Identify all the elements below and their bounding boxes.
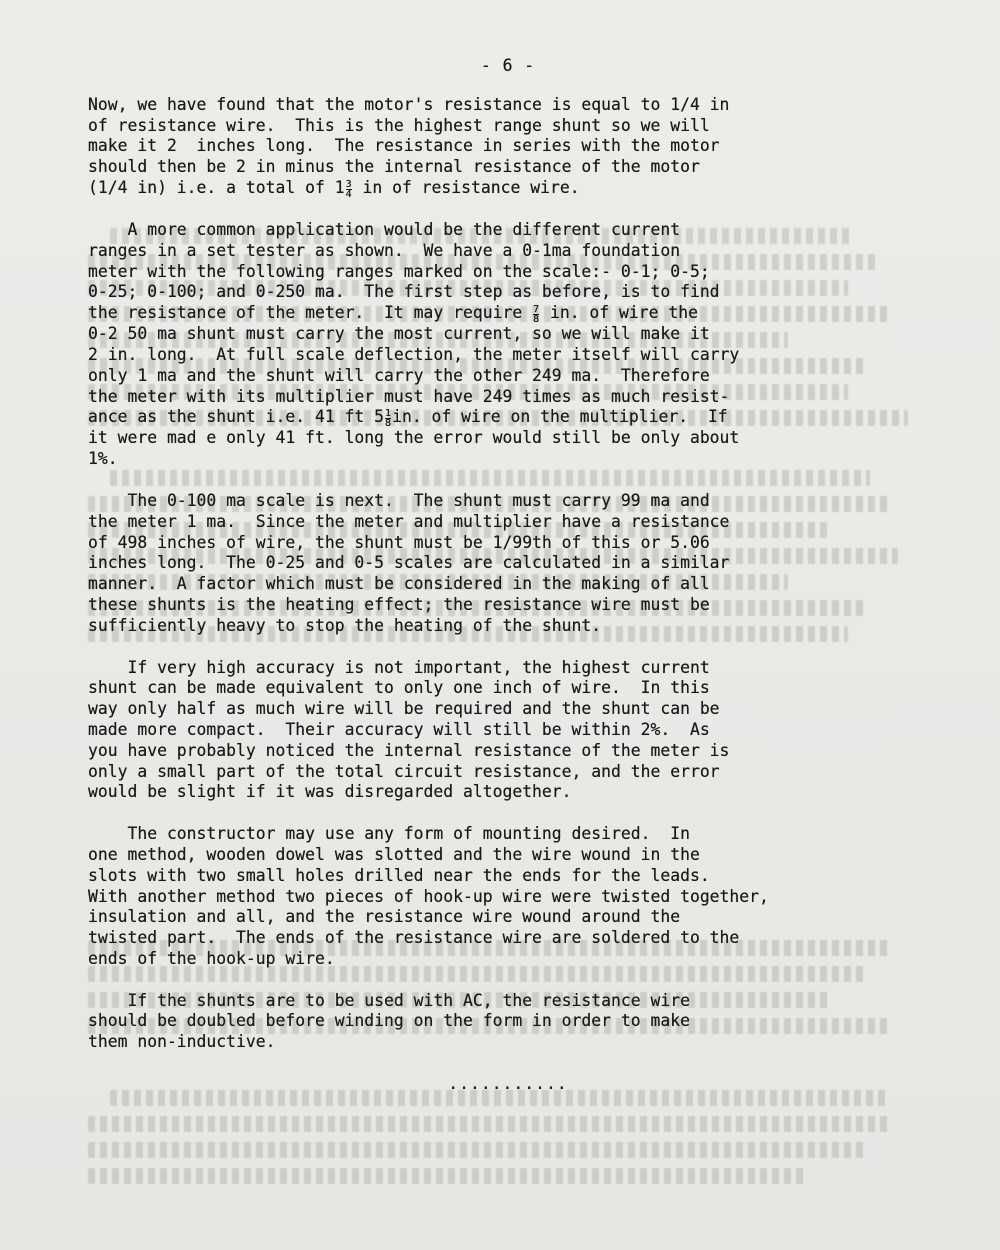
text-line: slots with two small holes drilled near the ends for the leads. (88, 865, 710, 885)
text-line: them non-inductive. (88, 1032, 276, 1052)
text-line: If the shunts are to be used with AC, the resistance wire (88, 990, 690, 1010)
mixed-number-whole: 1 (334, 177, 345, 197)
text-line: ranges in a set tester as shown. We have a 0-1ma foundation (88, 240, 681, 260)
text-fragment: the resistance of the meter. It may require (88, 303, 533, 323)
fraction-denominator: 4 (345, 188, 352, 200)
fraction-numerator: 1 (385, 408, 392, 420)
text-line: should then be 2 in minus the internal resistance of the motor (88, 157, 700, 177)
text-line: of 498 inches of wire, the shunt must be 1/99th of this or 5.06 (88, 532, 710, 552)
text-line: only 1 ma and the shunt will carry the other 249 ma. Therefore (88, 365, 710, 385)
text-fragment: in. of wire the (540, 303, 698, 323)
text-line: of resistance wire. This is the highest range shunt so we will (88, 115, 710, 135)
fraction (385, 409, 391, 428)
fraction-denominator: 8 (533, 314, 540, 326)
text-line: ends of the hook-up wire. (88, 948, 335, 968)
text-line: these shunts is the heating effect; the resistance wire must be (88, 594, 710, 614)
text-line: one method, wooden dowel was slotted and the wire wound in the (88, 844, 700, 864)
text-line: 0-2 50 ma shunt must carry the most current, so we will make it (88, 324, 710, 344)
text-line: only a small part of the total circuit resistance, and the error (88, 761, 720, 781)
paragraph-4 (88, 658, 968, 804)
text-line-with-fraction (88, 178, 968, 199)
text-line: should be doubled before winding on the form in order to make (88, 1011, 690, 1031)
text-line-with-fraction (88, 407, 968, 428)
text-line: 2 in. long. At full scale deflection, the meter itself will carry (88, 344, 740, 364)
text-line-with-fraction (88, 303, 968, 324)
text-line: meter with the following ranges marked on the scale:- 0-1; 0-5; (88, 261, 710, 281)
text-line: it were mad e only 41 ft. long the error would still be only about (88, 428, 740, 448)
text-line: make it 2 inches long. The resistance in series with the motor (88, 136, 720, 156)
fraction-denominator: 8 (385, 418, 392, 430)
paragraph-2 (88, 220, 968, 470)
text-line: Now, we have found that the motor's resistance is equal to 1/4 in (88, 94, 730, 114)
text-line: the meter with its multiplier must have 249 times as much resist- (88, 386, 730, 406)
text-fragment: in. of wire on the multiplier. If (392, 407, 728, 427)
text-line: you have probably noticed the internal resistance of the meter is (88, 740, 730, 760)
fraction-numerator: 7 (533, 304, 540, 316)
text-line: the meter 1 ma. Since the meter and multiplier have a resistance (88, 511, 730, 531)
text-line: way only half as much wire will be required and the shunt can be (88, 699, 720, 719)
typed-text-body (88, 56, 968, 1095)
fraction-numerator: 3 (345, 178, 352, 190)
text-line: would be slight if it was disregarded altogether. (88, 782, 572, 802)
text-line: shunt can be made equivalent to only one inch of wire. In this (88, 678, 710, 698)
text-line: 0-25; 0-100; and 0-250 ma. The first step as before, is to find (88, 282, 720, 302)
text-line: manner. A factor which must be considered in the making of all (88, 574, 710, 594)
text-line: With another method two pieces of hook-up wire were twisted together, (88, 886, 769, 906)
text-line: inches long. The 0-25 and 0-5 scales are calculated in a similar (88, 553, 730, 573)
text-fragment: ance as the shunt i.e. 41 ft 5 (88, 407, 385, 427)
text-line: The constructor may use any form of mounting desired. In (88, 824, 690, 844)
text-line: insulation and all, and the resistance wire wound around the (88, 907, 681, 927)
fraction (346, 180, 352, 199)
text-line: twisted part. The ends of the resistance wire are soldered to the (88, 928, 740, 948)
text-line: The 0-100 ma scale is next. The shunt must carry 99 ma and (88, 490, 710, 510)
text-line: made more compact. Their accuracy will still be within 2%. As (88, 719, 710, 739)
paragraph-6 (88, 991, 968, 1053)
fraction (533, 305, 539, 324)
text-fragment: (1/4 in) i.e. a total of (88, 177, 335, 197)
text-line: 1%. (88, 449, 118, 469)
paragraph-3 (88, 491, 968, 637)
section-end-dots: ........... (448, 1074, 568, 1094)
text-line: sufficiently heavy to stop the heating of the shunt. (88, 615, 602, 635)
paragraph-1 (88, 95, 968, 199)
paragraph-5 (88, 824, 968, 970)
text-line: If very high accuracy is not important, the highest current (88, 657, 710, 677)
text-line: A more common application would be the different current (88, 219, 681, 239)
text-fragment: in of resistance wire. (352, 177, 580, 197)
page-number: - 6 - (480, 56, 536, 75)
